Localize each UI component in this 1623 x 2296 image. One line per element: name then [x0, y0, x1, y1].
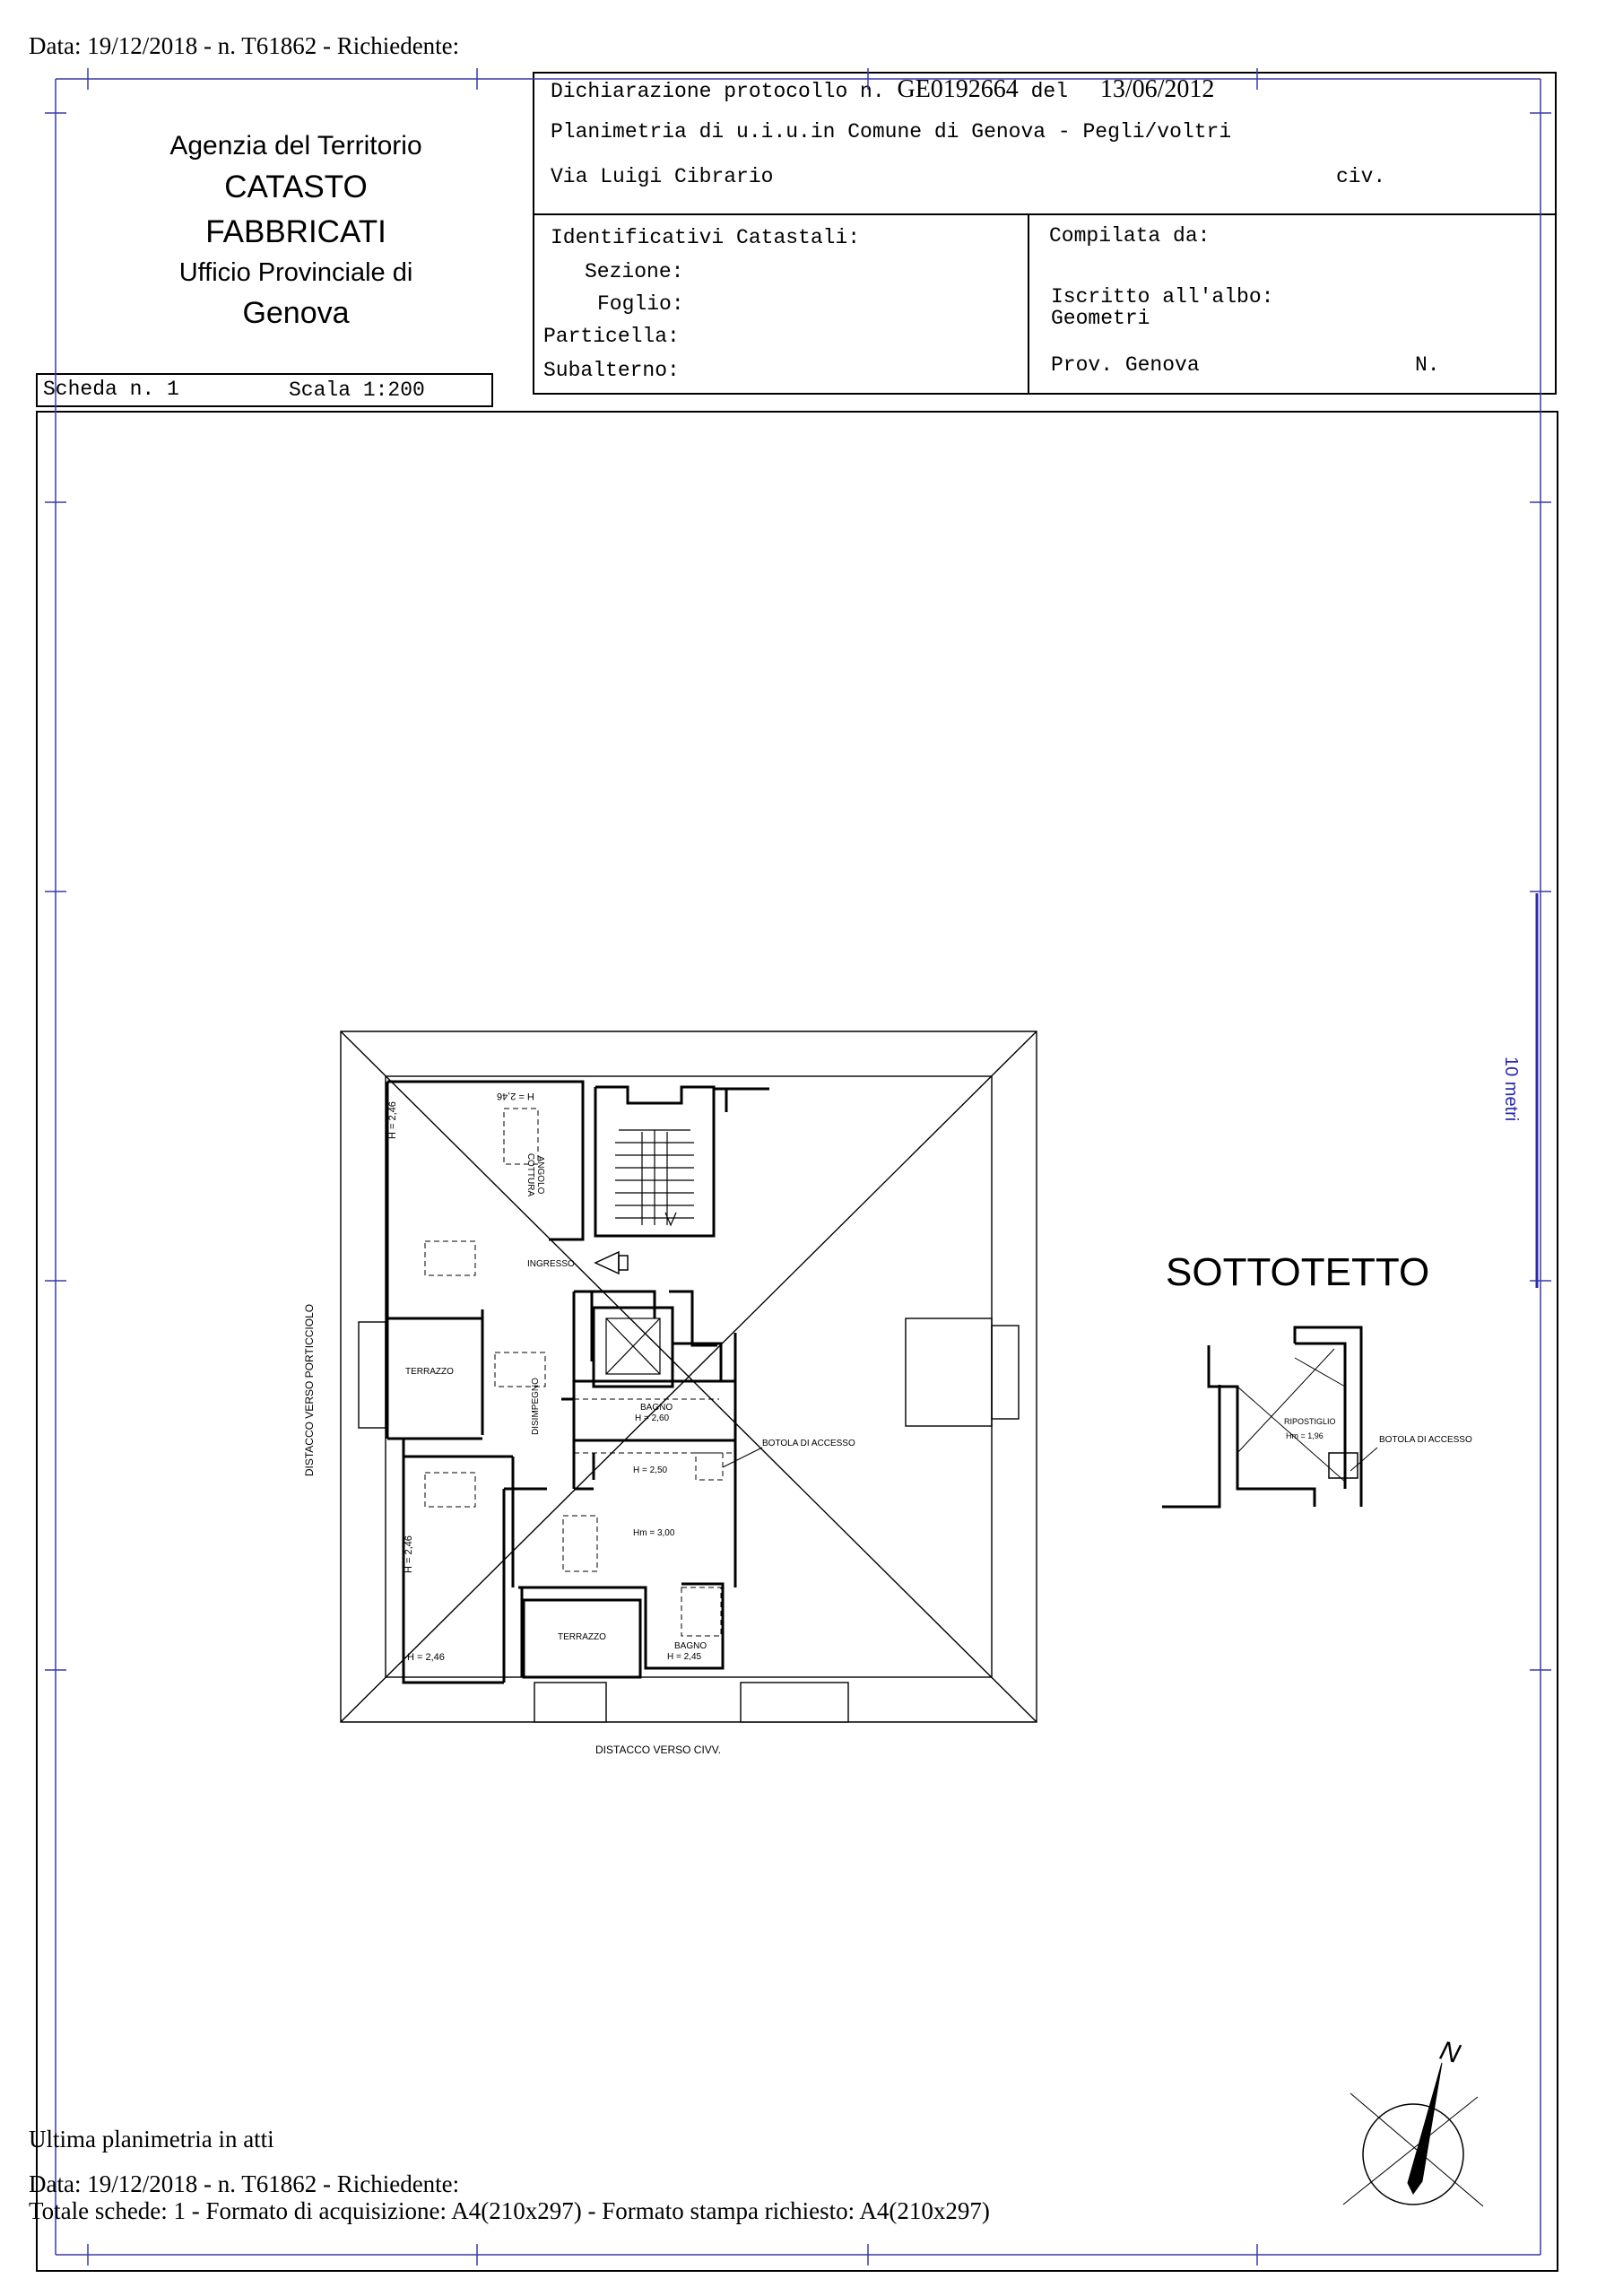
distacco-bottom-label: DISTACCO VERSO CIVV.: [595, 1744, 722, 1756]
identificativi-title: Identificativi Catastali:: [551, 226, 861, 249]
ripostiglio-label: RIPOSTIGLIO: [1284, 1417, 1336, 1426]
h-label-left: H = 2,46: [387, 1101, 398, 1139]
ingresso-label: INGRESSO: [527, 1259, 575, 1269]
planimetria-line: Planimetria di u.i.u.in Comune di Genova - Pegli/voltri: [551, 120, 1232, 144]
ripostiglio-h: Hm = 1,96: [1286, 1431, 1324, 1440]
protocol-date: 13/06/2012: [1099, 75, 1215, 103]
ingresso-arrow: [595, 1252, 619, 1274]
catasto-title: CATASTO FABBRICATI: [205, 170, 386, 249]
protocol-del: del: [1030, 80, 1069, 103]
registration-frame: [45, 68, 1551, 2266]
prov-label: Prov. Genova: [1051, 353, 1200, 377]
ufficio-city: Genova: [242, 296, 350, 330]
h250-label: H = 2,50: [633, 1465, 668, 1475]
footer-data: Data: 19/12/2018 - n. T61862 - Richiedente:: [29, 2170, 460, 2197]
botola-label-1: BOTOLA DI ACCESSO: [762, 1439, 855, 1448]
h-label-bottom: H = 2,46: [407, 1652, 445, 1663]
skylights: [425, 1109, 735, 1636]
footer-totale: Totale schede: 1 - Formato di acquisizione: A4(210x297) - Formato stampa richiesto: A4(210x297): [29, 2197, 990, 2224]
bagno-bottom-label: BAGNO: [674, 1641, 707, 1651]
scala-label: Scala 1:200: [289, 378, 425, 402]
n-label: N.: [1415, 353, 1440, 377]
agency-name: Agenzia del Territorio: [169, 131, 422, 161]
protocol-number: GE0192664: [897, 75, 1019, 103]
h-label-top: H = 2,46: [497, 1091, 534, 1101]
bagno-mid-h: H = 2,60: [635, 1413, 670, 1423]
ultima-planimetria: Ultima planimetria in atti: [29, 2126, 274, 2152]
address-line: Via Luigi Cibrario: [551, 165, 774, 188]
terrazzo-left-label: TERRAZZO: [405, 1367, 454, 1377]
subalterno-label: Subalterno:: [543, 359, 680, 382]
geometri-label: Geometri: [1051, 307, 1150, 330]
foglio-label: Foglio:: [597, 292, 684, 316]
scheda-label: Scheda n. 1: [43, 378, 179, 401]
compilata-title: Compilata da:: [1049, 224, 1211, 248]
botola-label-2: BOTOLA DI ACCESSO: [1379, 1435, 1472, 1445]
bagno-bottom-h: H = 2,45: [667, 1652, 702, 1662]
bagno-mid-label: BAGNO: [640, 1403, 673, 1413]
angolo-cottura-label: ANGOLO COTTURA: [525, 1152, 545, 1197]
protocol-label: Dichiarazione protocollo n.: [551, 80, 885, 103]
interior-walls: [387, 1082, 769, 1683]
page-header: Data: 19/12/2018 - n. T61862 - Richiedente:: [29, 32, 460, 59]
sezione-label: Sezione:: [585, 260, 684, 283]
north-arrow-icon: [1343, 2063, 1483, 2206]
leader-lines: [723, 1448, 1377, 1471]
hm300-label: Hm = 3,00: [633, 1528, 675, 1538]
sottotetto-title: SOTTOTETTO: [1166, 1250, 1430, 1294]
scale-bar-label: 10 metri: [1501, 1057, 1521, 1122]
civ-label: civ.: [1336, 165, 1386, 188]
iscritto-label: Iscritto all'albo:: [1051, 285, 1274, 309]
terrazzo-bottom-label: TERRAZZO: [558, 1632, 606, 1642]
ufficio-label: Ufficio Provinciale di: [178, 258, 413, 287]
h-label-lower: H = 2,46: [404, 1535, 414, 1573]
north-label: N: [1436, 2035, 1463, 2070]
building-outline: [341, 1031, 1037, 1722]
distacco-left-label: DISTACCO VERSO PORTICCIOLO: [303, 1303, 316, 1477]
particella-label: Particella:: [543, 325, 680, 348]
disimpegno-label: DISIMPEGNO: [531, 1378, 541, 1435]
